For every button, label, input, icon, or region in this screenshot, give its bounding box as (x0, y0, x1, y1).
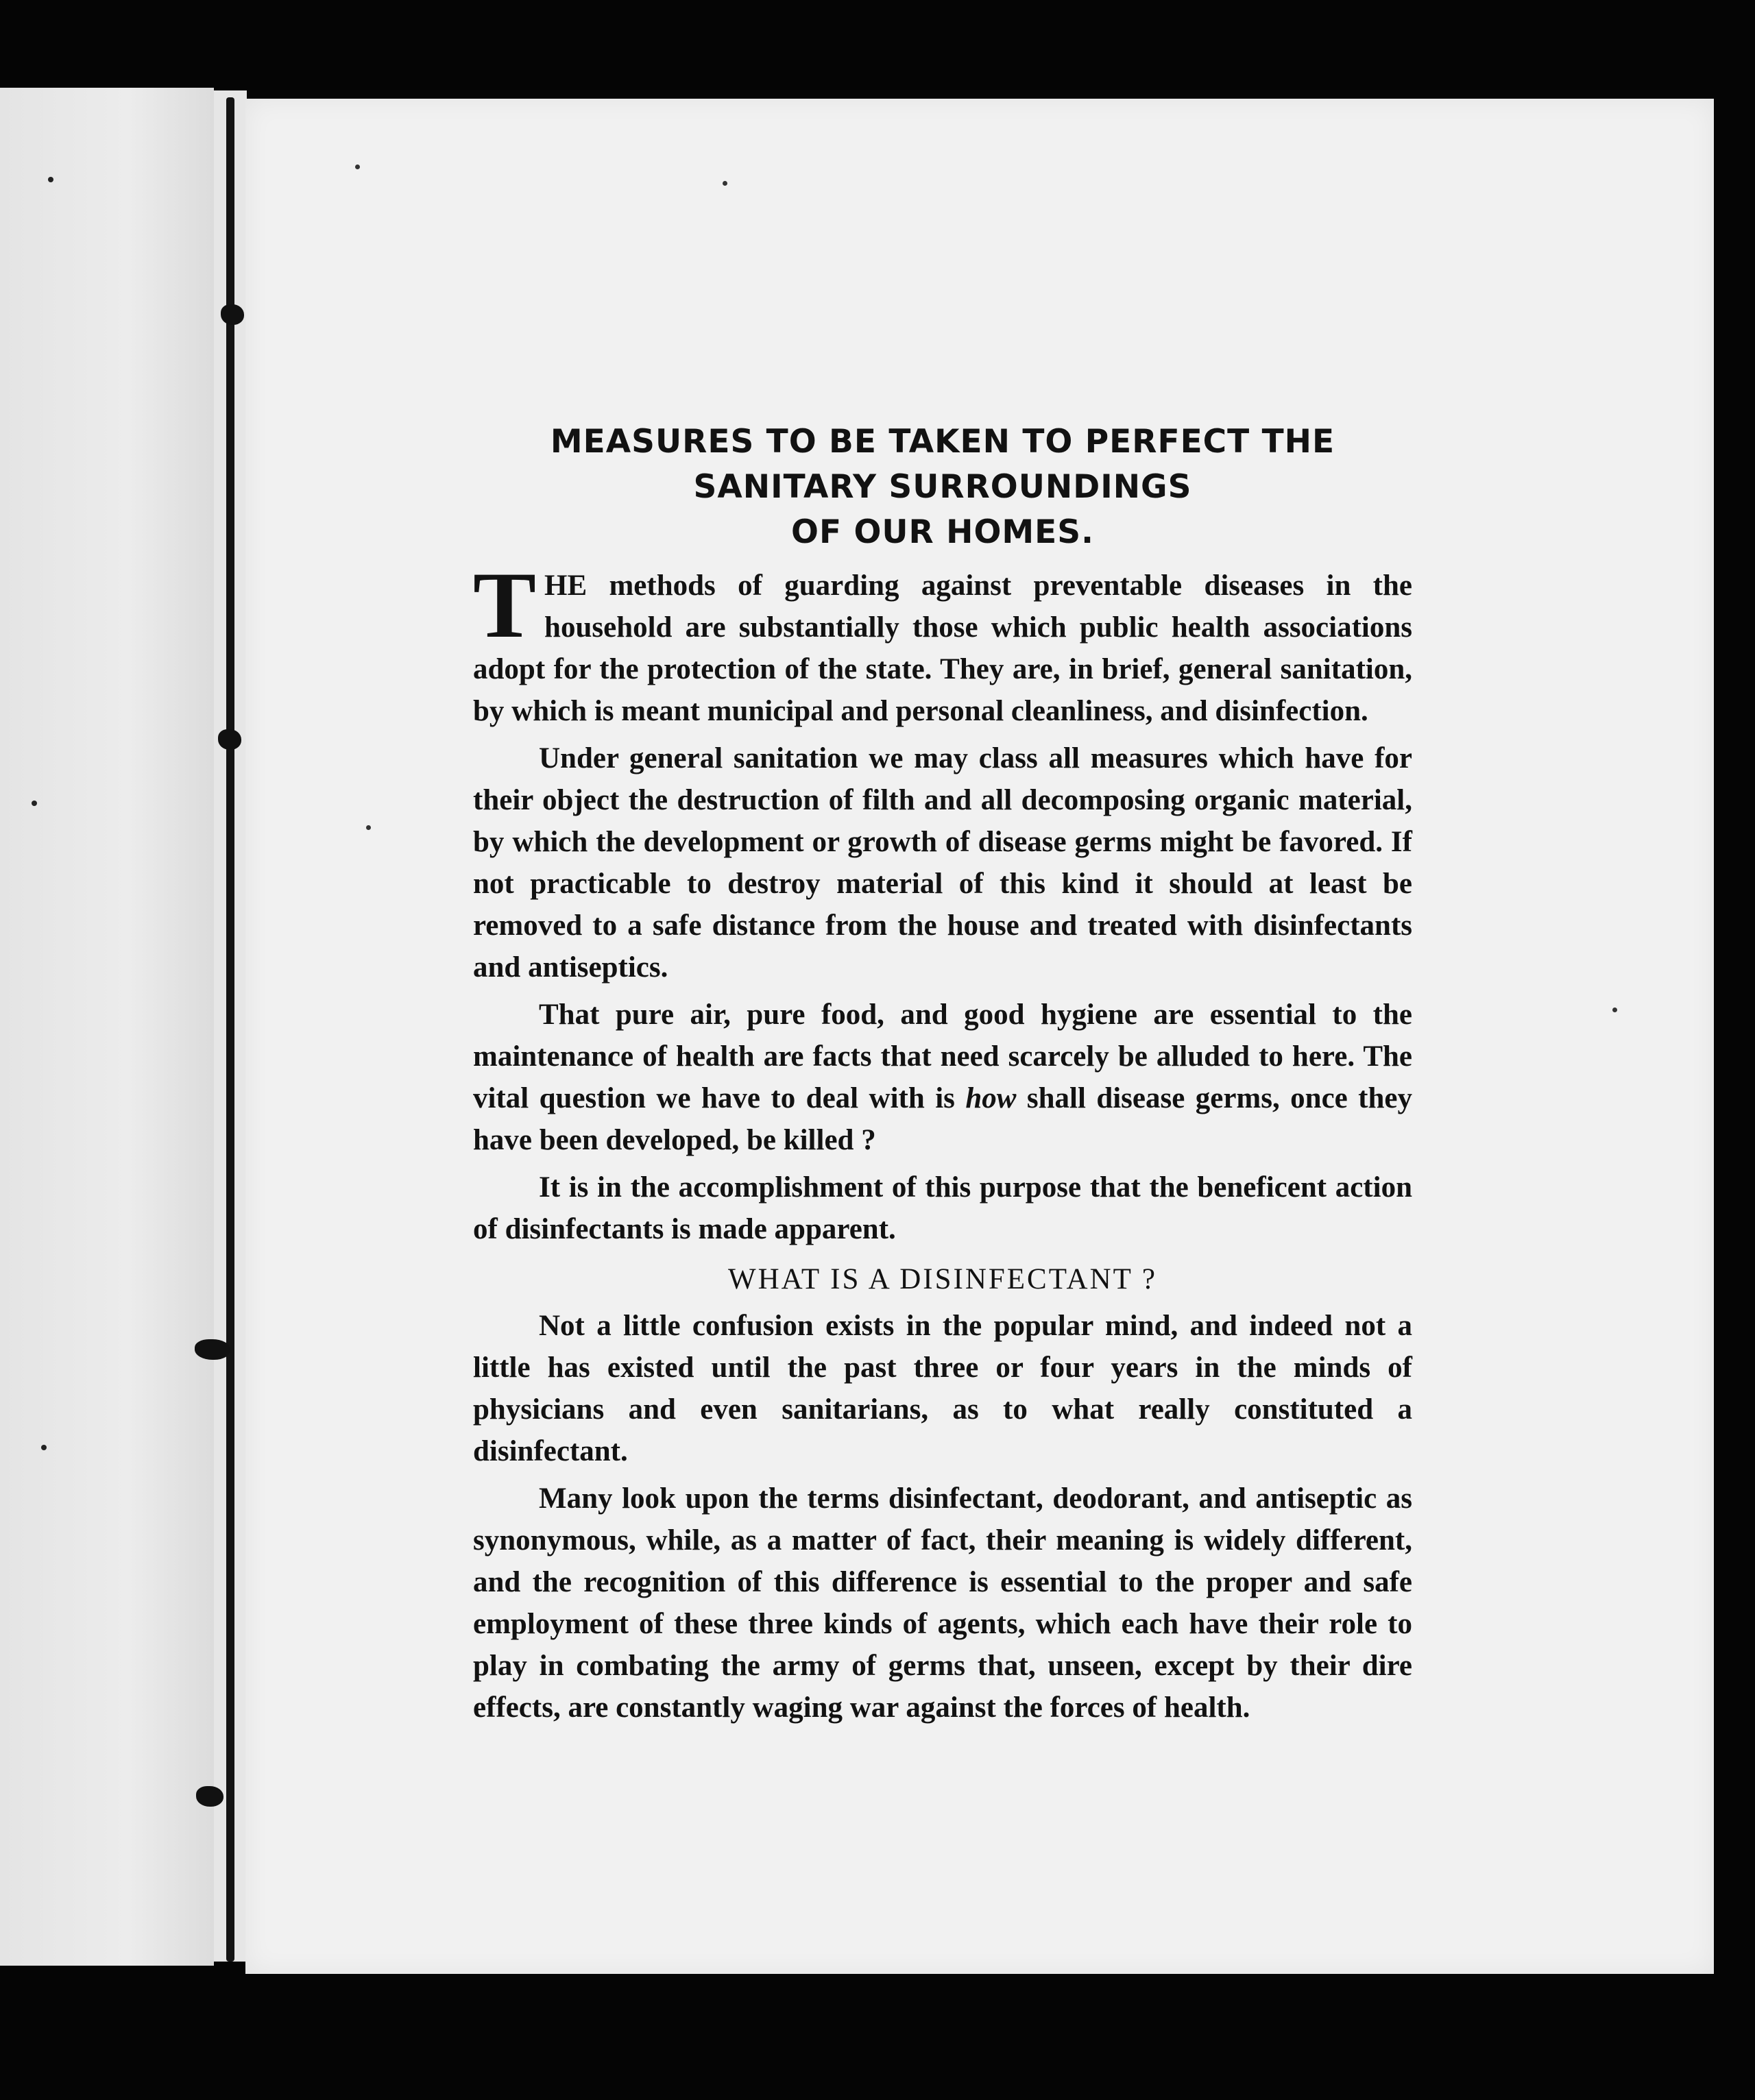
paragraph-5: Not a little confusion exists in the popular mind, and indeed not a little has existed until the past three or four years in the minds of physicians and even sanitarians, as to what really constituted a disinfectant. (473, 1310, 1412, 1467)
drop-cap: T (473, 552, 537, 657)
paragraph-1-text: HE methods of guarding against preventable diseases in the household are substantially those which public health associations adopt for the protection of the state. They are, in brief, general sanitation, by which is meant municipal and personal cleanliness, and disinfection. (473, 570, 1412, 727)
page-speck (723, 181, 727, 186)
stitch-knot (218, 729, 241, 750)
binding-stitch (226, 97, 234, 1962)
facing-page-left (0, 88, 214, 1966)
page-speck (366, 825, 371, 830)
paragraph-3-text-before: That pure air, pure food, and good hygiene are essential to the maintenance of health are facts that need scarcely be alluded to here. The vital question we have to deal with is (473, 999, 1412, 1114)
page-speck (355, 164, 360, 169)
paragraph-2: Under general sanitation we may class all measures which have for their object the destruction of filth and all decomposing organic material, by which the development or growth of disease germs might be favored. If not practicable to destroy material of this kind it should at least be removed to a safe distance from the house and treated with disinfectants and antiseptics. (473, 742, 1412, 984)
paragraph-3-italic: how (965, 1082, 1017, 1114)
paragraph-1 (473, 552, 1412, 732)
page-title (473, 419, 1412, 555)
page-speck (48, 177, 53, 182)
title-line-2: SANITARY SURROUNDINGS (693, 468, 1192, 506)
paragraph-6: Many look upon the terms disinfectant, deodorant, and antiseptic as synonymous, while, as a matter of fact, their meaning is widely different, and the recognition of this difference is essential to the proper and safe employment of these three kinds of agents, which each have their role to play in combating the army of germs that, unseen, except by their dire effects, are constantly waging war against the forces of health. (473, 1482, 1412, 1724)
paragraph-4: It is in the accomplishment of this purpose that the beneficent action of disinfectants is made apparent. (473, 1171, 1412, 1245)
title-line-1: MEASURES TO BE TAKEN TO PERFECT THE (550, 423, 1335, 461)
page-speck (41, 1445, 47, 1450)
page-text (473, 419, 1412, 1729)
title-line-3: OF OUR HOMES. (791, 513, 1094, 551)
stitch-knot (196, 1786, 223, 1807)
paragraph-3 (473, 994, 1412, 1161)
stitch-knot (221, 304, 244, 325)
section-heading: WHAT IS A DISINFECTANT ? (728, 1263, 1157, 1295)
page-speck (32, 801, 37, 806)
page-speck (1612, 1008, 1617, 1012)
stitch-knot (195, 1339, 230, 1360)
paragraph-3-text-after: shall disease germs, once they have been developed, be killed ? (473, 1082, 1412, 1156)
